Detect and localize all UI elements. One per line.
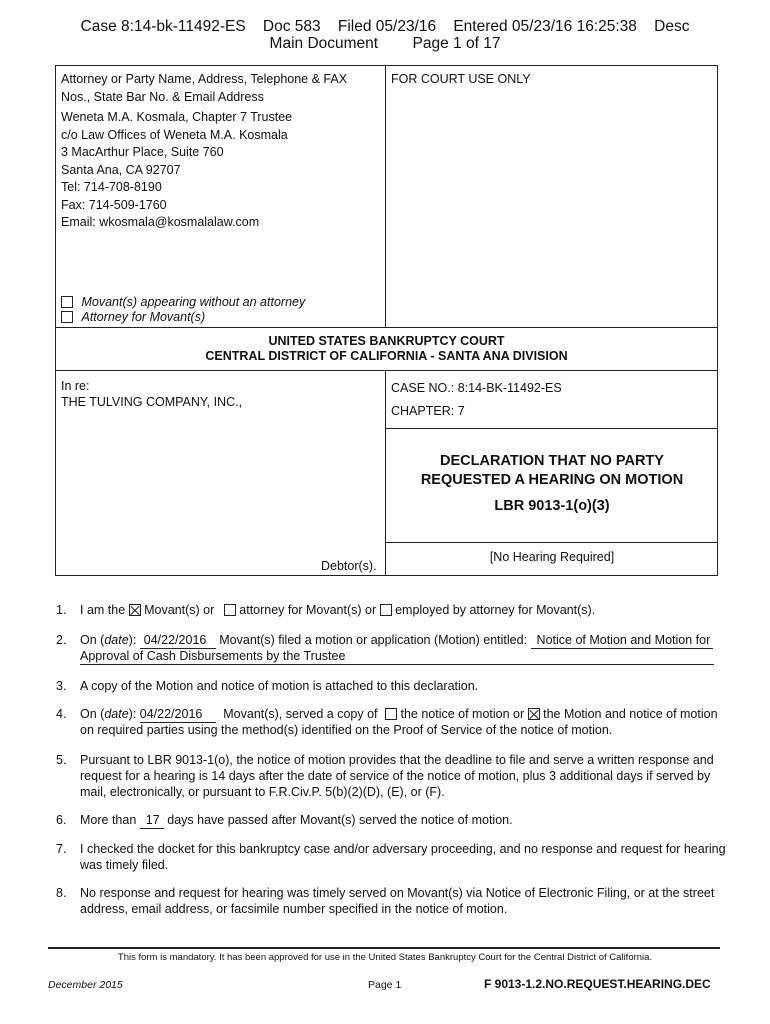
item-7-line2: was timely filed. — [80, 858, 169, 872]
date-label: date — [104, 707, 129, 721]
item-2-post: ): — [128, 633, 137, 647]
item-1-text — [80, 602, 735, 618]
motion-title-line2-value: Approval of Cash Disbursements by the Trustee — [80, 649, 346, 663]
item-3-text: A copy of the Motion and notice of motion is attached to this declaration. — [80, 679, 479, 693]
footer-mandatory: This form is mandatory. It has been approved for use in the United States Bankruptcy Court for the Central District of California. — [117, 952, 653, 963]
service-date-value: 04/22/2016 — [139, 707, 203, 721]
motion-filed-date-value: 04/22/2016 — [143, 633, 207, 647]
no-hearing-note: [No Hearing Required] — [489, 550, 615, 564]
item-7-text — [80, 841, 735, 873]
debtor-name: THE TULVING COMPANY, INC., — [61, 395, 243, 409]
checkbox-motion-and-notice[interactable] — [528, 708, 540, 720]
caption-divider — [385, 65, 386, 328]
item-4-text-a: Movant(s), served a copy of — [223, 707, 378, 721]
item-8-line2: address, email address, or facsimile number specified in the notice of motion. — [80, 902, 508, 916]
item-7-line1: I checked the docket for this bankruptcy case and/or adversary proceeding, and no response and request for hearing — [80, 842, 726, 856]
item-4-text-b: the notice of motion or — [400, 707, 525, 721]
item-8-line1: No response and request for hearing was timely served on Movant(s) via Notice of Electronic Filing, or at the street — [80, 886, 715, 900]
attorney-label — [61, 71, 381, 106]
chapter-label: CHAPTER: — [391, 404, 455, 418]
attorney-info-line: 3 MacArthur Place, Suite 760 — [61, 145, 224, 159]
attorney-info-line: Fax: 714-509-1760 — [61, 197, 167, 212]
footer-date: December 2015 — [48, 979, 123, 991]
checkbox-notice-of-motion[interactable] — [385, 708, 397, 720]
checkbox-attorney-for-movant-item[interactable] — [224, 604, 236, 616]
date-label: date — [104, 633, 129, 647]
item-6-pre: More than — [80, 813, 137, 827]
item-2-pre: On ( — [80, 633, 105, 647]
title-line3: LBR 9013-1(o)(3) — [494, 498, 610, 514]
item-5-line3: mail, electronically, or pursuant to F.R.Civ.P. 5(b)(2)(D), (E), or (F). — [80, 785, 445, 799]
item-5-text — [80, 752, 735, 800]
item-number: 4. — [56, 707, 67, 721]
option-attorney-for-movant[interactable] — [61, 310, 381, 325]
item-number: 3. — [56, 679, 67, 693]
item-4-line2: on required parties using the method(s) identified on the Proof of Service of the notice of motion. — [80, 723, 613, 737]
days-passed[interactable] — [140, 812, 164, 829]
item-number: 5. — [56, 753, 67, 767]
item-5-line1: Pursuant to LBR 9013-1(o), the notice of motion provides that the deadline to file and serve a written response and — [80, 753, 714, 767]
item-1-text-a: I am the — [80, 603, 126, 617]
item-1-text-b: Movant(s) or — [144, 603, 215, 617]
attorney-info-line: Email: wkosmala@kosmalalaw.com — [61, 215, 260, 229]
in-re-label: In re: — [61, 379, 90, 393]
attorney-info-line: Santa Ana, CA 92707 — [61, 162, 181, 177]
item-5-line2: request for a hearing is 14 days after the date of service of the notice of motion, plus 3 additional days if served by — [80, 769, 711, 783]
attorney-info — [61, 109, 381, 232]
case-number-value: 8:14-BK-11492-ES — [457, 381, 562, 395]
option-without-attorney-label: Movant(s) appearing without an attorney — [81, 295, 306, 309]
court-name — [55, 334, 718, 364]
motion-title-line1-value: Notice of Motion and Motion for — [536, 633, 711, 647]
attorney-label-line1: Attorney or Party Name, Address, Telephone & FAX — [61, 72, 348, 86]
item-4-post: ): — [128, 707, 137, 721]
item-number: 2. — [56, 633, 67, 647]
item-number: 1. — [56, 603, 67, 617]
in-re — [61, 378, 381, 410]
days-passed-value: 17 — [145, 813, 160, 827]
attorney-label-line2: Nos., State Bar No. & Email Address — [61, 89, 264, 104]
item-1-text-d: employed by attorney for Movant(s). — [395, 603, 596, 617]
court-use-label: FOR COURT USE ONLY — [391, 72, 531, 86]
attorney-info-line: Weneta M.A. Kosmala, Chapter 7 Trustee — [61, 110, 293, 124]
item-4-pre: On ( — [80, 707, 105, 721]
item-number: 6. — [56, 813, 67, 827]
chapter-value: 7 — [457, 404, 465, 418]
item-2-text — [80, 632, 735, 649]
item-2-mid: Movant(s) filed a motion or application (Motion) entitled: — [219, 633, 528, 647]
case-number-label: CASE NO.: — [391, 381, 455, 395]
title-line1: DECLARATION THAT NO PARTY — [440, 453, 664, 469]
item-number: 7. — [56, 842, 67, 856]
footer-rule — [48, 947, 720, 949]
attorney-info-line: c/o Law Offices of Weneta M.A. Kosmala — [61, 127, 288, 142]
case-header-line1: Case 8:14-bk-11492-ES Doc 583 Filed 05/23/16 Entered 05/23/16 16:25:38 Desc — [80, 18, 690, 35]
document-title — [386, 452, 718, 516]
item-number: 8. — [56, 886, 67, 900]
item-4-text — [80, 706, 735, 723]
debtor-label: Debtor(s). — [321, 559, 377, 573]
item-6-post: days have passed after Movant(s) served the notice of motion. — [167, 813, 513, 827]
item-6-text — [80, 812, 735, 829]
item-4-text-c: the Motion and notice of motion — [543, 707, 718, 721]
movant-options — [61, 295, 381, 325]
footer-form-id: F 9013-1.2.NO.REQUEST.HEARING.DEC — [484, 977, 711, 991]
case-divider-upper — [385, 428, 718, 429]
case-header-line2: Main Document Page 1 of 17 — [269, 35, 501, 52]
court-line1: UNITED STATES BANKRUPTCY COURT — [268, 334, 505, 348]
option-without-attorney[interactable] — [61, 295, 381, 310]
item-8-text — [80, 885, 735, 917]
motion-filed-date[interactable] — [140, 632, 216, 649]
motion-title-line2[interactable] — [80, 648, 714, 665]
motion-title-line1[interactable] — [531, 632, 713, 649]
item-1-text-c: attorney for Movant(s) or — [239, 603, 377, 617]
service-date[interactable] — [140, 706, 216, 723]
option-attorney-for-movant-label: Attorney for Movant(s) — [81, 310, 206, 324]
case-divider-lower — [385, 542, 718, 543]
checkbox-attorney-for-movant[interactable] — [61, 311, 73, 323]
chapter — [391, 403, 465, 421]
title-line2: REQUESTED A HEARING ON MOTION — [420, 471, 684, 488]
checkbox-movant[interactable] — [129, 604, 141, 616]
footer-page: Page 1 — [368, 979, 402, 991]
checkbox-without-attorney[interactable] — [61, 296, 73, 308]
checkbox-employed-by-attorney[interactable] — [380, 604, 392, 616]
case-number — [391, 380, 562, 398]
attorney-info-line: Tel: 714-708-8190 — [61, 180, 162, 194]
court-line2: CENTRAL DISTRICT OF CALIFORNIA - SANTA ANA DIVISION — [205, 349, 568, 363]
